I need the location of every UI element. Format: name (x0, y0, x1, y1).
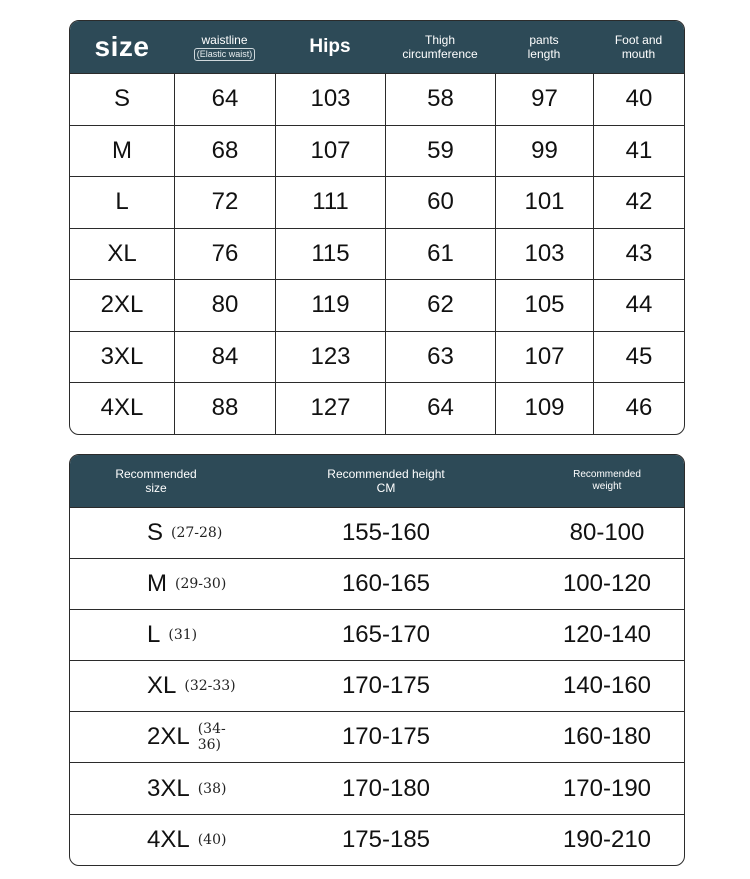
cell-rec-height: 170-175 (341, 723, 431, 751)
cell-waistline: 88 (174, 383, 275, 434)
header-rec-size (70, 455, 242, 507)
cell-rec-weight: 80-100 (569, 519, 645, 547)
header-rec-height-line2: CM (376, 481, 396, 495)
table-row (70, 609, 684, 660)
cell-rec-size (70, 661, 242, 711)
rec-size-label: L (147, 621, 161, 649)
rec-size-range: (40) (197, 831, 227, 848)
header-waistline-label: waistline (201, 32, 248, 47)
cell-foot-mouth: 43 (593, 229, 684, 280)
header-foot-mouth (593, 21, 684, 73)
cell-rec-weight: 120-140 (562, 621, 652, 649)
rec-size-label: 2XL (147, 723, 190, 751)
header-hips-label: Hips (309, 35, 351, 57)
table-row (70, 382, 684, 434)
header-size (70, 21, 174, 73)
cell-rec-height: 170-175 (341, 672, 431, 700)
cell-pants-length: 97 (495, 74, 593, 125)
rec-size-label: 4XL (147, 825, 190, 853)
header-pants-line1: pants (529, 32, 559, 47)
header-rec-weight (530, 455, 684, 507)
cell-rec-size (70, 559, 242, 609)
table-row (70, 73, 684, 125)
cell-foot-mouth: 45 (593, 332, 684, 383)
rec-size-range: (32-33) (184, 678, 236, 695)
table-row (70, 176, 684, 228)
cell-waistline: 80 (174, 280, 275, 331)
cell-hips: 115 (275, 229, 385, 280)
header-rec-weight-line1: Recommended (573, 469, 641, 480)
cell-rec-size (70, 610, 242, 660)
header-rec-size-line1: Recommended (115, 466, 197, 481)
cell-rec-size (70, 763, 242, 813)
cell-hips: 103 (275, 74, 385, 125)
cell-waistline: 72 (174, 177, 275, 228)
table-row (70, 507, 684, 558)
cell-hips: 111 (275, 177, 385, 228)
header-rec-size-line2: size (145, 481, 167, 495)
cell-foot-mouth: 42 (593, 177, 684, 228)
cell-rec-height: 160-165 (341, 570, 431, 598)
cell-size: 2XL (100, 291, 144, 319)
cell-hips: 107 (275, 126, 385, 177)
cell-pants-length: 99 (495, 126, 593, 177)
cell-size: S (113, 85, 130, 113)
rec-size-range: (27-28) (171, 525, 223, 542)
cell-size: 4XL (100, 394, 144, 422)
header-pants-line2: length (527, 47, 561, 61)
cell-rec-weight: 140-160 (562, 672, 652, 700)
rec-size-label: M (147, 570, 167, 598)
rec-size-range: (31) (168, 627, 198, 644)
table-row (70, 558, 684, 609)
cell-hips: 119 (275, 280, 385, 331)
header-rec-height-line1: Recommended height (327, 466, 445, 481)
cell-pants-length: 109 (495, 383, 593, 434)
header-thigh-line2: circumference (402, 47, 478, 61)
cell-thigh: 63 (385, 332, 495, 383)
header-thigh (385, 21, 495, 73)
table-row (70, 814, 684, 865)
table-row (70, 331, 684, 383)
cell-thigh: 64 (385, 383, 495, 434)
header-foot-line2: mouth (621, 47, 656, 61)
cell-rec-size (70, 712, 242, 762)
cell-rec-weight: 100-120 (562, 570, 652, 598)
cell-foot-mouth: 46 (593, 383, 684, 434)
table-row (70, 660, 684, 711)
cell-hips: 127 (275, 383, 385, 434)
size-chart-header (70, 21, 684, 73)
cell-size: 3XL (100, 342, 144, 370)
header-size-label: size (94, 31, 150, 63)
table-row (70, 125, 684, 177)
cell-rec-weight: 190-210 (562, 825, 652, 853)
cell-foot-mouth: 41 (593, 126, 684, 177)
header-rec-weight-line2: weight (592, 481, 622, 492)
cell-waistline: 68 (174, 126, 275, 177)
cell-waistline: 76 (174, 229, 275, 280)
cell-waistline: 64 (174, 74, 275, 125)
cell-rec-height: 170-180 (341, 774, 431, 802)
cell-pants-length: 105 (495, 280, 593, 331)
cell-hips: 123 (275, 332, 385, 383)
cell-rec-size (70, 508, 242, 558)
cell-rec-weight: 170-190 (562, 774, 652, 802)
header-waistline-note: (Elastic waist) (194, 48, 256, 61)
cell-rec-height: 175-185 (341, 825, 431, 853)
header-pants-length (495, 21, 593, 73)
size-chart-table (69, 20, 685, 435)
cell-foot-mouth: 44 (593, 280, 684, 331)
cell-thigh: 62 (385, 280, 495, 331)
table-row (70, 279, 684, 331)
cell-size: M (112, 136, 132, 164)
rec-size-label: S (147, 519, 164, 547)
cell-rec-weight: 160-180 (562, 723, 652, 751)
cell-foot-mouth: 40 (593, 74, 684, 125)
cell-rec-height: 165-170 (341, 621, 431, 649)
cell-pants-length: 103 (495, 229, 593, 280)
cell-thigh: 60 (385, 177, 495, 228)
header-thigh-line1: Thigh (424, 32, 456, 47)
header-waistline (174, 21, 275, 73)
rec-size-range: (38) (197, 780, 227, 797)
rec-size-range: (34-36) (197, 721, 226, 754)
table-row (70, 228, 684, 280)
recommendation-table (69, 454, 685, 866)
cell-thigh: 58 (385, 74, 495, 125)
rec-size-label: XL (147, 672, 177, 700)
table-row (70, 711, 684, 762)
header-hips (275, 21, 385, 73)
recommendation-header (70, 455, 684, 507)
cell-pants-length: 107 (495, 332, 593, 383)
cell-thigh: 61 (385, 229, 495, 280)
cell-rec-size (70, 815, 242, 865)
cell-waistline: 84 (174, 332, 275, 383)
rec-size-range: (29-30) (175, 576, 227, 593)
header-foot-line1: Foot and (614, 32, 663, 47)
recommendation-body (70, 507, 684, 865)
cell-thigh: 59 (385, 126, 495, 177)
cell-pants-length: 101 (495, 177, 593, 228)
header-rec-height (242, 455, 530, 507)
table-row (70, 762, 684, 813)
cell-size: XL (107, 239, 137, 267)
cell-size: L (115, 188, 129, 216)
size-chart-body (70, 73, 684, 434)
rec-size-label: 3XL (147, 774, 190, 802)
cell-rec-height: 155-160 (341, 519, 431, 547)
